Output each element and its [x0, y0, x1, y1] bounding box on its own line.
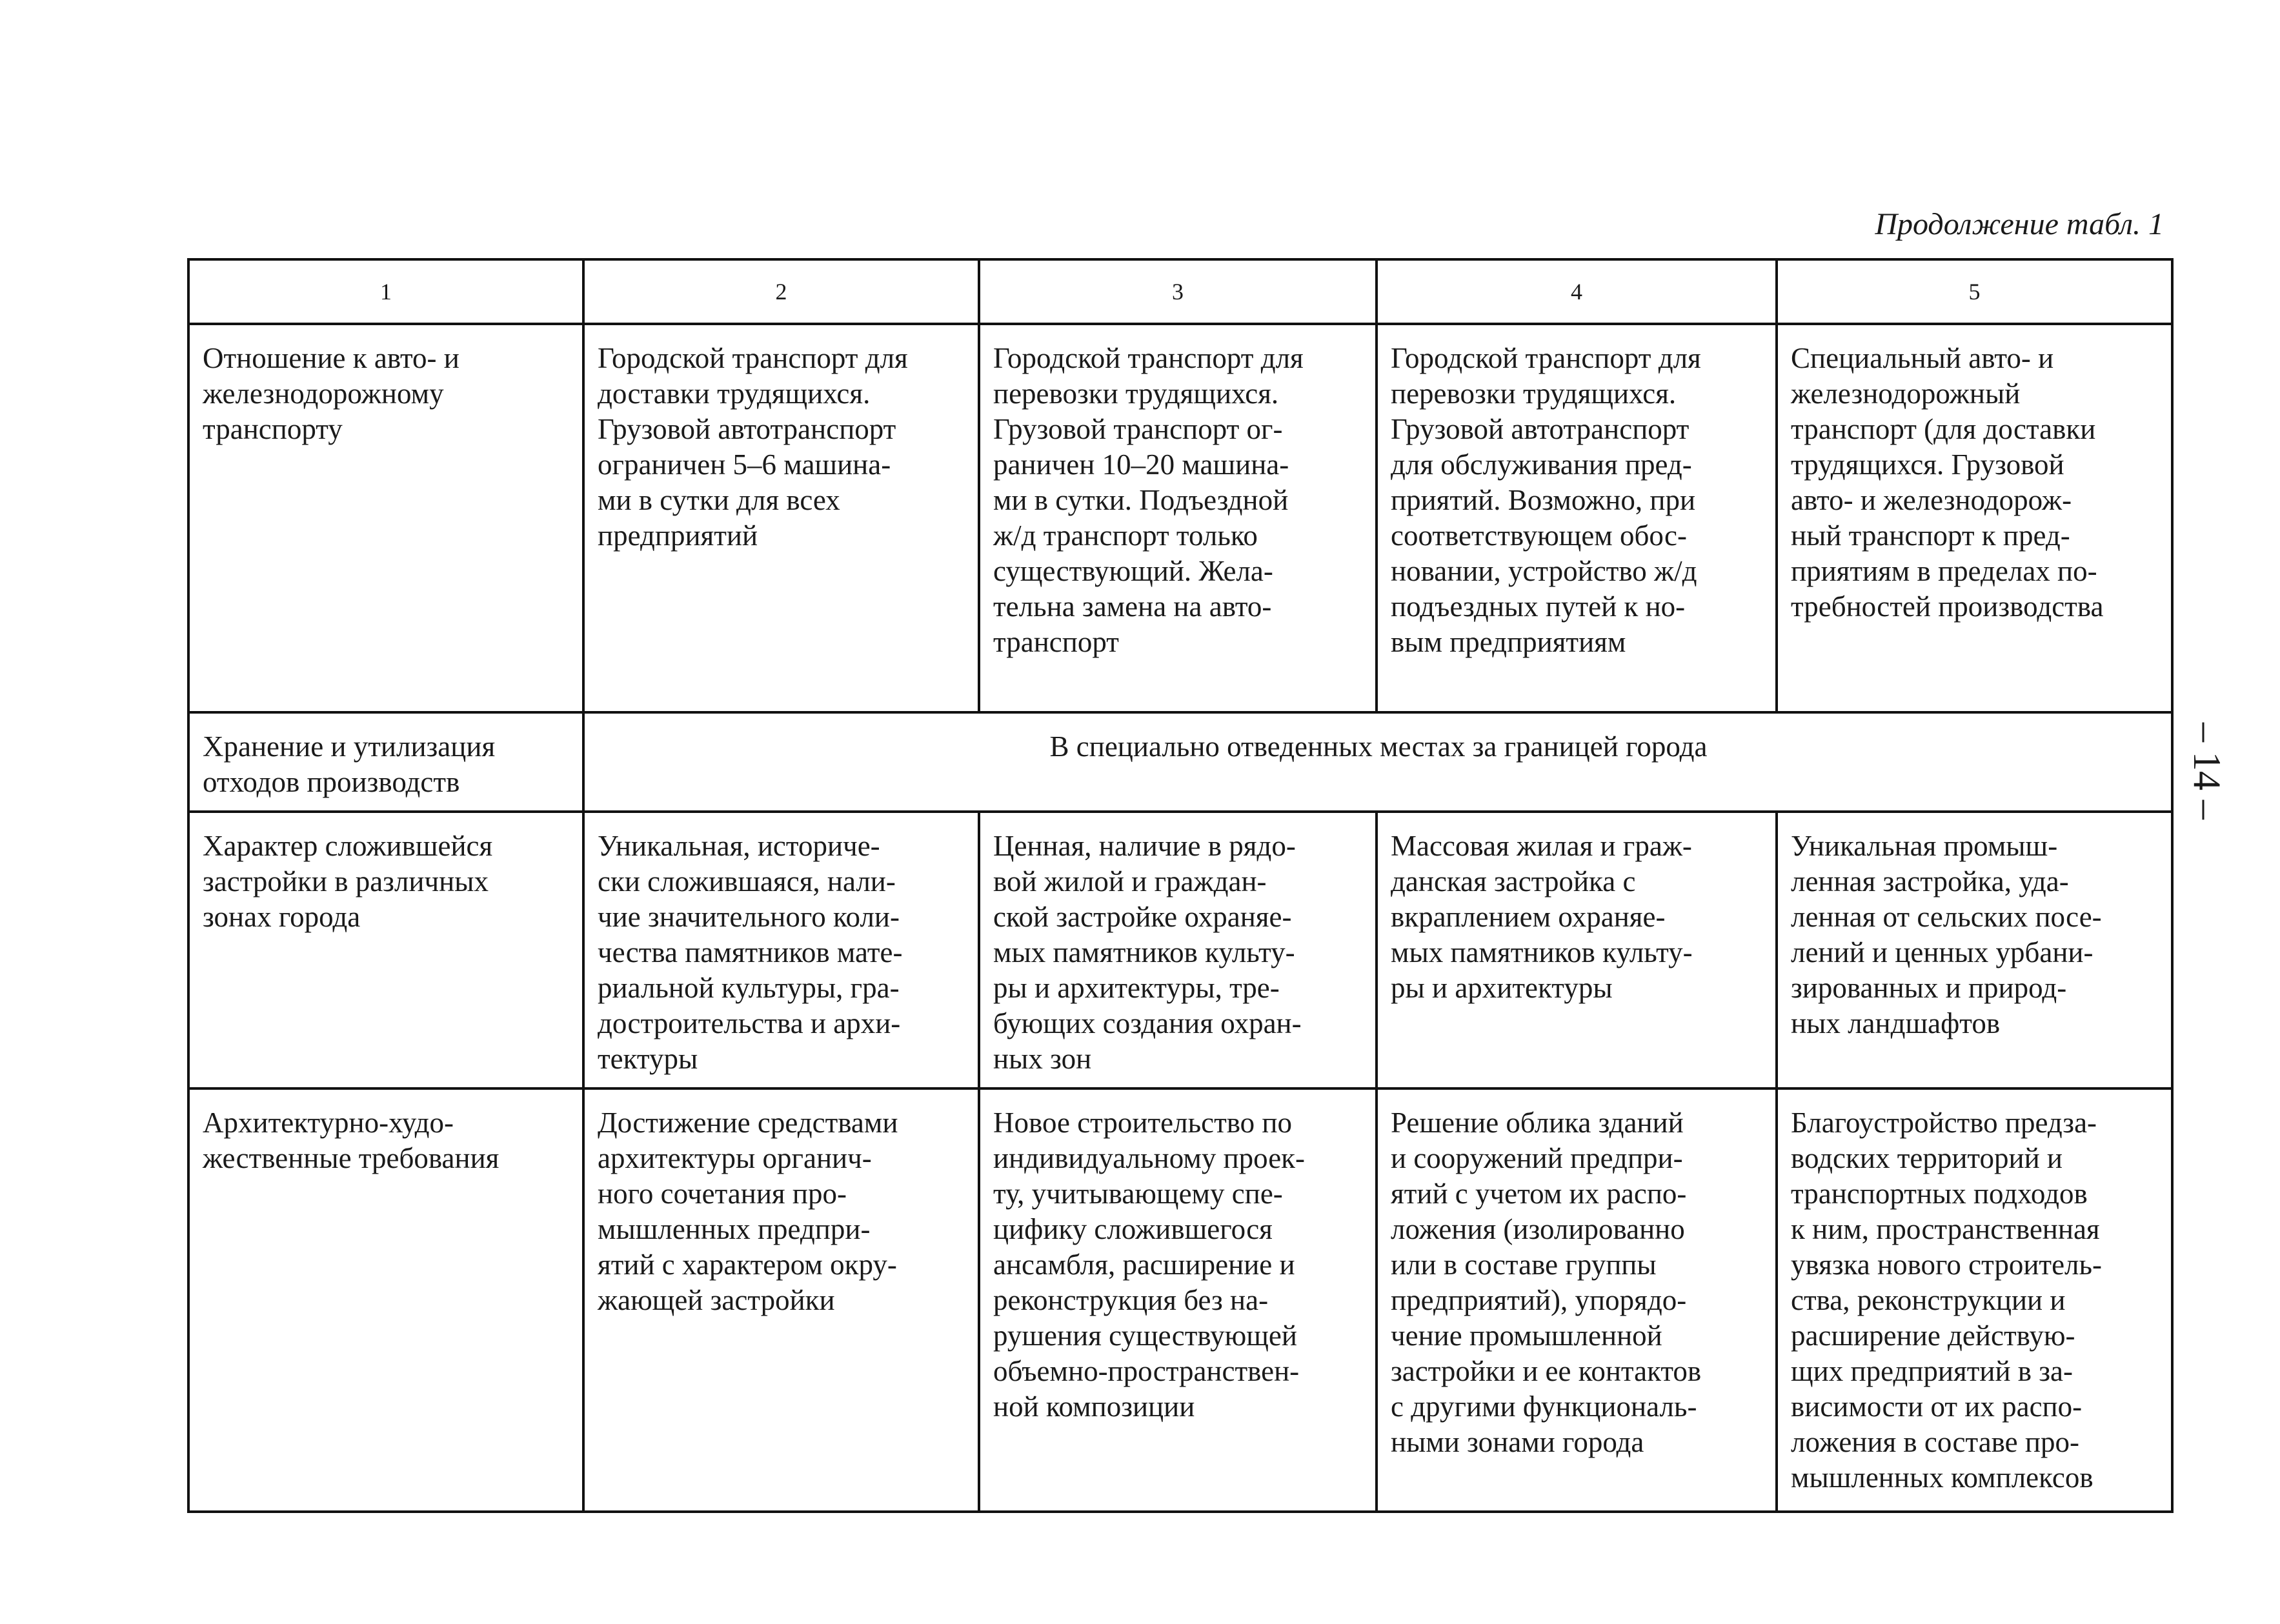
table-row-waste — [188, 712, 2172, 812]
row-label: Характер сложившейся застройки в различных зонах города — [188, 812, 583, 1088]
table-caption: Продолжение табл. 1 — [1875, 207, 2164, 241]
table-cell: Уникальная промыш- ленная застройка, уда- ленная от сельских посе- лений и ценных урбани- зированных и природ- ных ландшафтов — [1777, 812, 2172, 1088]
table-cell: Достижение средствами архитектуры органич- ного сочетания про- мышленных предпри- ятий с характером окру- жающей застройки — [583, 1088, 979, 1512]
row-label: Хранение и утилизация отходов производств — [188, 712, 583, 812]
page-number — [2168, 723, 2246, 819]
table-row-development — [188, 812, 2172, 1088]
table-cell: Решение облика зданий и сооружений предпри- ятий с учетом их распо- ложения (изолированно или в составе группы предприятий), упорядо- чение промышленной застройки и ее контактов с другими функциональ- ными зонами города — [1377, 1088, 1777, 1512]
row-label: Архитектурно-худо- жественные требования — [188, 1088, 583, 1512]
page-number-text: – 14 – — [2186, 723, 2228, 819]
column-number-row — [188, 259, 2172, 324]
table-cell: Массовая жилая и граж- данская застройка с вкраплением охраняе- мых памятников культу- ры и архитектуры — [1377, 812, 1777, 1088]
table-cell: Новое строительство по индивидуальному проек- ту, учитывающему спе- цифику сложившегося ансамбля, расширение и реконструкция без на- рушения существующей объемно-пространствен- ной композиции — [979, 1088, 1377, 1512]
table-cell: Благоустройство предза- водских территорий и транспортных подходов к ним, пространственная увязка нового строитель- ства, реконструкции и расширение действую- щих предприятий в за- висимости от их распо- ложения в составе про- мышленных комплексов — [1777, 1088, 2172, 1512]
column-number: 4 — [1377, 259, 1777, 324]
requirements-table — [187, 258, 2174, 1513]
merged-cell: В специально отведенных местах за границей города — [583, 712, 2172, 812]
column-number: 1 — [188, 259, 583, 324]
table-cell: Городской транспорт для доставки трудящихся. Грузовой автотранспорт ограничен 5–6 машина- ми в сутки для всех предприятий — [583, 324, 979, 712]
table-cell: Ценная, наличие в рядо- вой жилой и граждан- ской застройке охраняе- мых памятников культу- ры и архитектуры, тре- бующих создания охран- ных зон — [979, 812, 1377, 1088]
table-cell: Городской транспорт для перевозки трудящихся. Грузовой автотранспорт для обслуживания пред- приятий. Возможно, при соответствующем обос- новании, устройство ж/д подъездных путей к но- вым предприятиям — [1377, 324, 1777, 712]
table-cell: Городской транспорт для перевозки трудящихся. Грузовой транспорт ог- раничен 10–20 машина- ми в сутки. Подъездной ж/д транспорт только существующий. Жела- тельна замена на авто- транспорт — [979, 324, 1377, 712]
table-row-transport — [188, 324, 2172, 712]
column-number: 2 — [583, 259, 979, 324]
table-row-architecture — [188, 1088, 2172, 1512]
column-number: 5 — [1777, 259, 2172, 324]
column-number: 3 — [979, 259, 1377, 324]
table-cell: Уникальная, историче- ски сложившаяся, нали- чие значительного коли- чества памятников мате- риальной культуры, гра- достроительства и архи- тектуры — [583, 812, 979, 1088]
table-cell: Специальный авто- и железнодорожный транспорт (для доставки трудящихся. Грузовой авто- и железнодорож- ный транспорт к пред- приятиям в пределах по- требностей производства — [1777, 324, 2172, 712]
row-label: Отношение к авто- и железнодорожному транспорту — [188, 324, 583, 712]
